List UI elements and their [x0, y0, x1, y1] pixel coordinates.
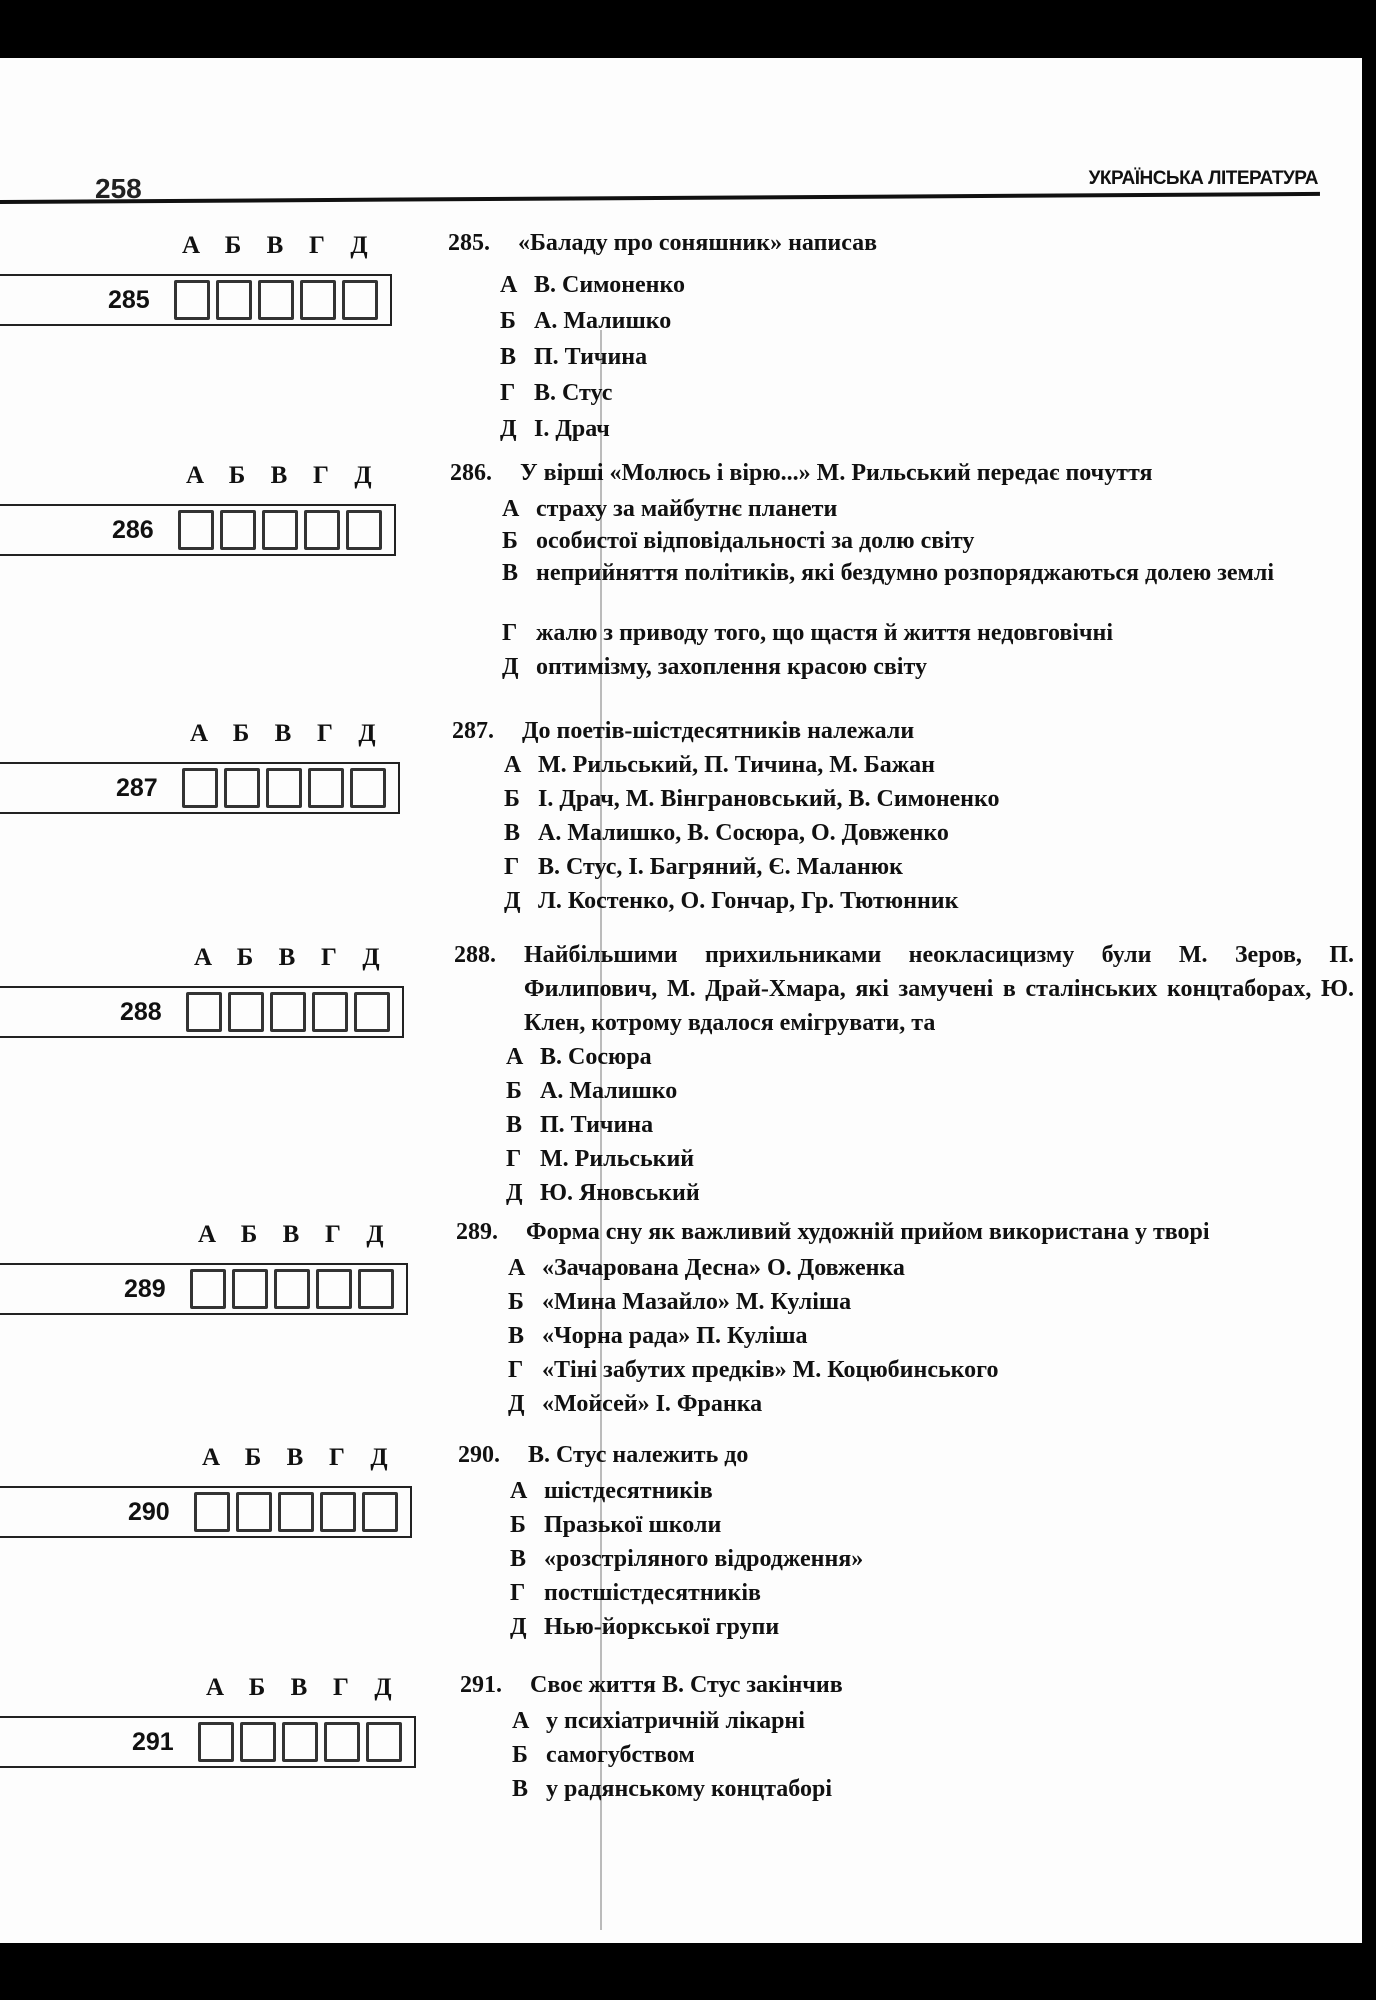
answer-letter: Г — [309, 232, 325, 259]
answer-box-1[interactable] — [194, 1492, 230, 1532]
answer-card-number: 291 — [132, 1728, 174, 1756]
option-text: В. Стус, І. Багряний, Є. Маланюк — [538, 854, 903, 880]
option-letter: Д — [510, 1614, 527, 1640]
answer-box-2[interactable] — [220, 510, 256, 550]
answer-letter: Д — [350, 232, 368, 259]
option-text: В. Симоненко — [534, 272, 686, 298]
option-letter: Б — [510, 1512, 526, 1538]
answer-box-4[interactable] — [320, 1492, 356, 1532]
answer-option — [512, 1772, 1362, 1806]
answer-option — [500, 340, 1350, 374]
answer-letters — [170, 232, 380, 260]
option-letter: В — [502, 560, 519, 586]
answer-letter: Д — [354, 462, 372, 489]
answer-option — [506, 1074, 1356, 1108]
answer-option — [500, 268, 1350, 302]
option-text: І. Драч — [534, 416, 610, 442]
option-text: у психіатричній лікарні — [546, 1708, 805, 1734]
option-letter: В — [510, 1546, 527, 1572]
answer-option — [510, 1610, 1360, 1644]
option-text: «Мойсей» І. Франка — [542, 1391, 763, 1417]
option-text: Нью-йоркської групи — [544, 1614, 780, 1640]
answer-letter: В — [286, 1444, 304, 1471]
answer-letter: А — [197, 1221, 217, 1248]
answer-option — [502, 492, 1352, 526]
answer-frame — [0, 504, 396, 556]
question-number: 291. — [460, 1672, 502, 1698]
answer-option — [508, 1387, 1358, 1421]
answer-letter: Б — [228, 462, 246, 489]
answer-box-1[interactable] — [186, 992, 222, 1032]
answer-letter: А — [193, 944, 213, 971]
answer-letters — [178, 720, 388, 748]
option-letter: Б — [502, 528, 518, 554]
answer-box-4[interactable] — [304, 510, 340, 550]
option-letter: Д — [506, 1180, 523, 1206]
answer-box-3[interactable] — [274, 1269, 310, 1309]
option-text: П. Тичина — [534, 344, 648, 370]
answer-frame — [0, 1486, 412, 1538]
answer-letter: В — [282, 1221, 300, 1248]
answer-option — [508, 1285, 1358, 1319]
answer-letter: Г — [317, 720, 333, 747]
answer-option — [500, 412, 1350, 446]
answer-card — [0, 1221, 420, 1331]
option-letter: В — [512, 1776, 529, 1802]
answer-letter: Г — [313, 462, 329, 489]
question-stem: Форма сну як важливий художній прийом використана у творі — [526, 1219, 1210, 1245]
answer-frame — [0, 1263, 408, 1315]
answer-option — [504, 816, 1354, 850]
answer-letter: Б — [248, 1674, 266, 1701]
answer-option — [510, 1508, 1360, 1542]
option-letter: В — [500, 344, 517, 370]
answer-box-2[interactable] — [232, 1269, 268, 1309]
answer-card — [0, 232, 420, 342]
answer-letter: В — [270, 462, 288, 489]
answer-letter: Б — [236, 944, 254, 971]
answer-box-3[interactable] — [282, 1722, 318, 1762]
answer-card-number: 285 — [108, 286, 150, 314]
answer-letter: В — [278, 944, 296, 971]
question-stem: У вірші «Молюсь і вірю...» М. Рильський передає почуття — [520, 460, 1153, 486]
answer-box-4[interactable] — [324, 1722, 360, 1762]
answer-letter: Б — [224, 232, 242, 259]
answer-box-3[interactable] — [278, 1492, 314, 1532]
option-text: Л. Костенко, О. Гончар, Гр. Тютюнник — [538, 888, 959, 914]
answer-option — [508, 1251, 1358, 1285]
answer-card — [0, 462, 420, 572]
answer-box-1[interactable] — [190, 1269, 226, 1309]
option-text: оптимізму, захоплення красою світу — [536, 654, 927, 680]
section-title: УКРАЇНСЬКА ЛІТЕРАТУРА — [1088, 168, 1318, 189]
question-stem: До поетів-шістдесятників належали — [522, 718, 915, 744]
answer-option — [506, 1176, 1356, 1210]
answer-box-4[interactable] — [312, 992, 348, 1032]
answer-card-number: 290 — [128, 1498, 170, 1526]
answer-option — [508, 1353, 1358, 1387]
answer-option — [502, 616, 1352, 650]
answer-box-3[interactable] — [258, 280, 294, 320]
answer-letter: Г — [325, 1221, 341, 1248]
option-letter: Г — [510, 1580, 526, 1606]
answer-card — [0, 1674, 420, 1784]
answer-option — [502, 524, 1352, 558]
answer-letters — [174, 462, 384, 490]
answer-frame — [0, 274, 392, 326]
answer-option — [504, 850, 1354, 884]
answer-letter: Г — [329, 1444, 345, 1471]
option-text: «Тіні забутих предків» М. Коцюбинського — [542, 1357, 999, 1383]
answer-box-5[interactable] — [362, 1492, 398, 1532]
answer-letter: А — [205, 1674, 225, 1701]
answer-box-2[interactable] — [236, 1492, 272, 1532]
option-text: жалю з приводу того, що щастя й життя недовговічні — [536, 620, 1114, 646]
answer-option — [504, 782, 1354, 816]
answer-option — [512, 1704, 1362, 1738]
answer-card — [0, 720, 420, 830]
option-letter: Г — [500, 380, 516, 406]
question-stem: «Баладу про соняшник» написав — [518, 230, 878, 256]
answer-frame — [0, 986, 404, 1038]
option-letter: А — [512, 1708, 530, 1734]
answer-card-number: 289 — [124, 1275, 166, 1303]
answer-box-4[interactable] — [316, 1269, 352, 1309]
answer-option — [510, 1576, 1360, 1610]
answer-letter: А — [189, 720, 209, 747]
option-letter: Б — [508, 1289, 524, 1315]
answer-box-4[interactable] — [308, 768, 344, 808]
answer-card-number: 288 — [120, 998, 162, 1026]
option-letter: В — [508, 1323, 525, 1349]
answer-letter: Б — [232, 720, 250, 747]
option-text: М. Рильський, П. Тичина, М. Бажан — [538, 752, 935, 778]
option-letter: А — [504, 752, 522, 778]
answer-box-5[interactable] — [342, 280, 378, 320]
option-text: самогубством — [546, 1742, 695, 1768]
option-letter: А — [500, 272, 518, 298]
answer-option — [504, 748, 1354, 782]
answer-box-3[interactable] — [270, 992, 306, 1032]
answer-box-3[interactable] — [266, 768, 302, 808]
answer-option — [502, 650, 1352, 684]
answer-card — [0, 1444, 420, 1554]
answer-card-number: 287 — [116, 774, 158, 802]
answer-box-5[interactable] — [346, 510, 382, 550]
option-text: В. Сосюра — [540, 1044, 652, 1070]
option-letter: Г — [508, 1357, 524, 1383]
question-number: 285. — [448, 230, 490, 256]
option-letter: В — [504, 820, 521, 846]
question-number: 287. — [452, 718, 494, 744]
question-number: 286. — [450, 460, 492, 486]
answer-box-1[interactable] — [182, 768, 218, 808]
answer-box-2[interactable] — [224, 768, 260, 808]
option-text: постшістдесятників — [544, 1580, 761, 1606]
option-text: «Мина Мазайло» М. Куліша — [542, 1289, 852, 1315]
answer-card — [0, 944, 420, 1054]
answer-box-5[interactable] — [366, 1722, 402, 1762]
option-letter: Д — [502, 654, 519, 680]
option-text: В. Стус — [534, 380, 613, 406]
answer-letter: Д — [362, 944, 380, 971]
answer-box-2[interactable] — [216, 280, 252, 320]
question-stem: В. Стус належить до — [528, 1442, 749, 1468]
answer-letter: Д — [374, 1674, 392, 1701]
answer-letter: В — [266, 232, 284, 259]
option-text: особистої відповідальності за долю світу — [536, 528, 975, 554]
answer-letters — [190, 1444, 400, 1472]
option-text: Ю. Яновський — [540, 1180, 700, 1206]
question-number: 289. — [456, 1219, 498, 1245]
option-letter: Д — [504, 888, 521, 914]
option-text: П. Тичина — [540, 1112, 654, 1138]
answer-box-2[interactable] — [240, 1722, 276, 1762]
option-text: «розстріляного відродження» — [544, 1546, 864, 1572]
question-stem: Своє життя В. Стус закінчив — [530, 1672, 843, 1698]
answer-letter: Б — [244, 1444, 262, 1471]
option-text: шістдесятників — [544, 1478, 713, 1504]
option-letter: Б — [506, 1078, 522, 1104]
answer-letter: Д — [370, 1444, 388, 1471]
option-letter: А — [510, 1478, 528, 1504]
answer-box-1[interactable] — [178, 510, 214, 550]
answer-frame — [0, 1716, 416, 1768]
answer-letter: А — [185, 462, 205, 489]
answer-frame — [0, 762, 400, 814]
answer-letter: Б — [240, 1221, 258, 1248]
answer-box-5[interactable] — [354, 992, 390, 1032]
option-text: А. Малишко — [540, 1078, 678, 1104]
option-letter: Д — [500, 416, 517, 442]
answer-letter: А — [201, 1444, 221, 1471]
answer-option — [506, 1142, 1356, 1176]
answer-box-1[interactable] — [174, 280, 210, 320]
option-text: М. Рильський — [540, 1146, 695, 1172]
answer-option — [510, 1474, 1360, 1508]
option-letter: Г — [502, 620, 518, 646]
option-text: І. Драч, М. Вінграновський, В. Симоненко — [538, 786, 1000, 812]
option-text: А. Малишко — [534, 308, 672, 334]
option-text: А. Малишко, В. Сосюра, О. Довженко — [538, 820, 949, 846]
answer-box-2[interactable] — [228, 992, 264, 1032]
answer-option — [512, 1738, 1362, 1772]
answer-letter: Д — [366, 1221, 384, 1248]
option-text: «Зачарована Десна» О. Довженка — [542, 1255, 905, 1281]
option-text: неприйняття політиків, які бездумно розпоряджаються долею землі — [536, 560, 1275, 586]
page-number: 258 — [95, 173, 142, 204]
answer-option — [510, 1542, 1360, 1576]
option-text: Празької школи — [544, 1512, 722, 1538]
answer-box-4[interactable] — [300, 280, 336, 320]
option-letter: В — [506, 1112, 523, 1138]
answer-letters — [194, 1674, 404, 1702]
option-letter: Д — [508, 1391, 525, 1417]
answer-box-5[interactable] — [350, 768, 386, 808]
answer-option — [500, 304, 1350, 338]
question-number: 288. — [454, 942, 496, 968]
option-letter: Г — [506, 1146, 522, 1172]
answer-option — [504, 884, 1354, 918]
answer-letter: А — [181, 232, 201, 259]
option-letter: А — [506, 1044, 524, 1070]
question-stem: Найбільшими прихильниками неокласицизму були М. Зеров, П. Филипович, М. Драй-Хмара, які замучені в сталінських концтаборах, Ю. Клен, котрому вдалося емігрувати, та — [524, 942, 1354, 1036]
answer-letter: В — [290, 1674, 308, 1701]
answer-box-3[interactable] — [262, 510, 298, 550]
option-text: страху за майбутнє планети — [536, 496, 838, 522]
answer-option — [506, 1108, 1356, 1142]
answer-card-number: 286 — [112, 516, 154, 544]
option-text: «Чорна рада» П. Куліша — [542, 1323, 808, 1349]
answer-letter: Г — [333, 1674, 349, 1701]
option-letter: Б — [500, 308, 516, 334]
question-number: 290. — [458, 1442, 500, 1468]
option-letter: Г — [504, 854, 520, 880]
answer-letter: Г — [321, 944, 337, 971]
answer-box-5[interactable] — [358, 1269, 394, 1309]
answer-letters — [182, 944, 392, 972]
option-letter: Б — [504, 786, 520, 812]
answer-letter: В — [274, 720, 292, 747]
answer-letter: Д — [358, 720, 376, 747]
option-letter: Б — [512, 1742, 528, 1768]
answer-option — [506, 1040, 1356, 1074]
option-text: у радянському концтаборі — [546, 1776, 832, 1802]
answer-option — [502, 556, 1332, 590]
answer-option — [508, 1319, 1358, 1353]
answer-letters — [186, 1221, 396, 1249]
option-letter: А — [508, 1255, 526, 1281]
answer-option — [500, 376, 1350, 410]
answer-box-1[interactable] — [198, 1722, 234, 1762]
option-letter: А — [502, 496, 520, 522]
